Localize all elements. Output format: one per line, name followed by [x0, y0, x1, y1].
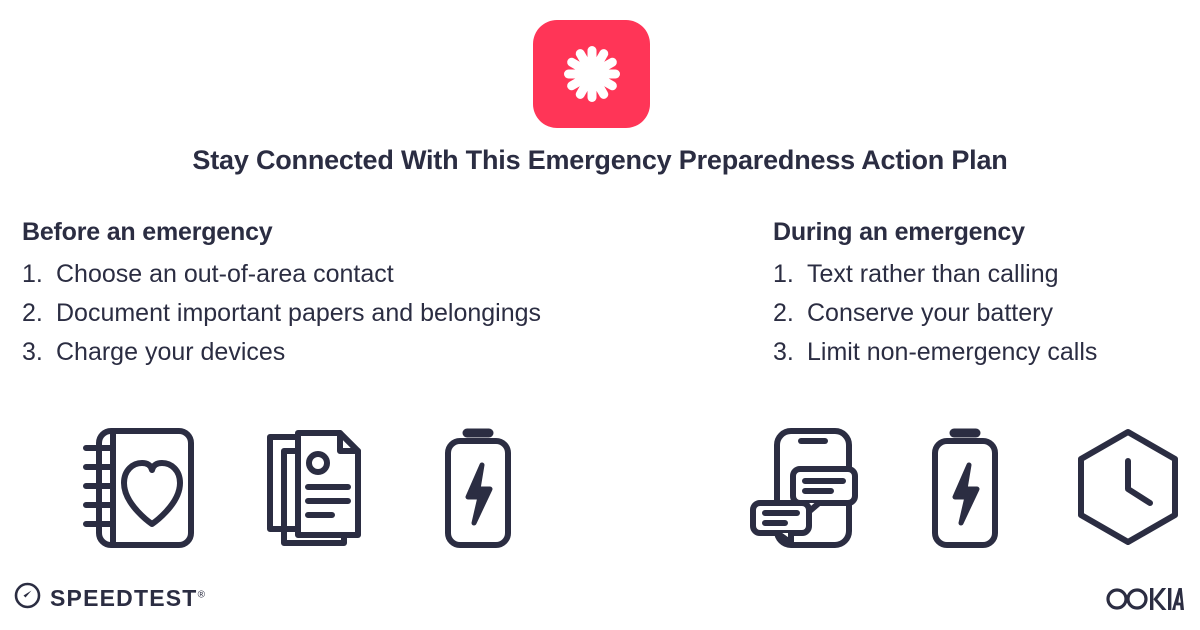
- icon-row-during-emergency: [745, 420, 1175, 555]
- battery-charge-icon: [438, 420, 518, 555]
- list-item-label: Text rather than calling: [807, 260, 1059, 288]
- column-before-emergency: [22, 218, 742, 372]
- speedtest-wordmark: SPEEDTEST®: [50, 584, 205, 611]
- list-item-number: 3.: [773, 338, 794, 366]
- list-during-emergency: [773, 255, 1193, 372]
- speedtest-gauge-icon: [14, 582, 41, 614]
- speedtest-branding: [14, 582, 205, 614]
- asterisk-icon: [561, 43, 623, 105]
- column-during-emergency: [773, 218, 1193, 372]
- list-item-label: Document important papers and belongings: [56, 299, 542, 327]
- list-item-number: 1.: [773, 260, 794, 288]
- notebook-heart-icon: [80, 420, 198, 555]
- list-before-emergency: [22, 255, 742, 372]
- list-item-label: Limit non-emergency calls: [807, 338, 1098, 366]
- battery-charge-icon: [925, 420, 1005, 555]
- column-title: Before an emergency: [22, 218, 273, 246]
- list-item: [773, 255, 1193, 294]
- clock-hexagon-icon: [1067, 420, 1189, 555]
- list-item-label: Charge your devices: [56, 338, 286, 366]
- page-title: Stay Connected With This Emergency Preparedness Action Plan: [192, 145, 1008, 175]
- phone-message-icon: [745, 420, 863, 555]
- ookla-logo: [1106, 586, 1184, 612]
- list-item-label: Conserve your battery: [807, 299, 1053, 327]
- emergency-badge: [533, 20, 650, 128]
- list-item: [773, 333, 1193, 372]
- list-item: [22, 294, 742, 333]
- list-item: [22, 255, 742, 294]
- list-item-number: 2.: [22, 299, 43, 327]
- list-item-number: 3.: [22, 338, 43, 366]
- column-title: During an emergency: [773, 218, 1025, 246]
- list-item-number: 2.: [773, 299, 794, 327]
- icon-row-before-emergency: [80, 420, 510, 555]
- list-item-number: 1.: [22, 260, 43, 288]
- trademark-symbol: ®: [197, 588, 205, 600]
- list-item: [773, 294, 1193, 333]
- list-item-label: Choose an out-of-area contact: [56, 260, 394, 288]
- documents-stack-icon: [260, 420, 376, 555]
- list-item: [22, 333, 742, 372]
